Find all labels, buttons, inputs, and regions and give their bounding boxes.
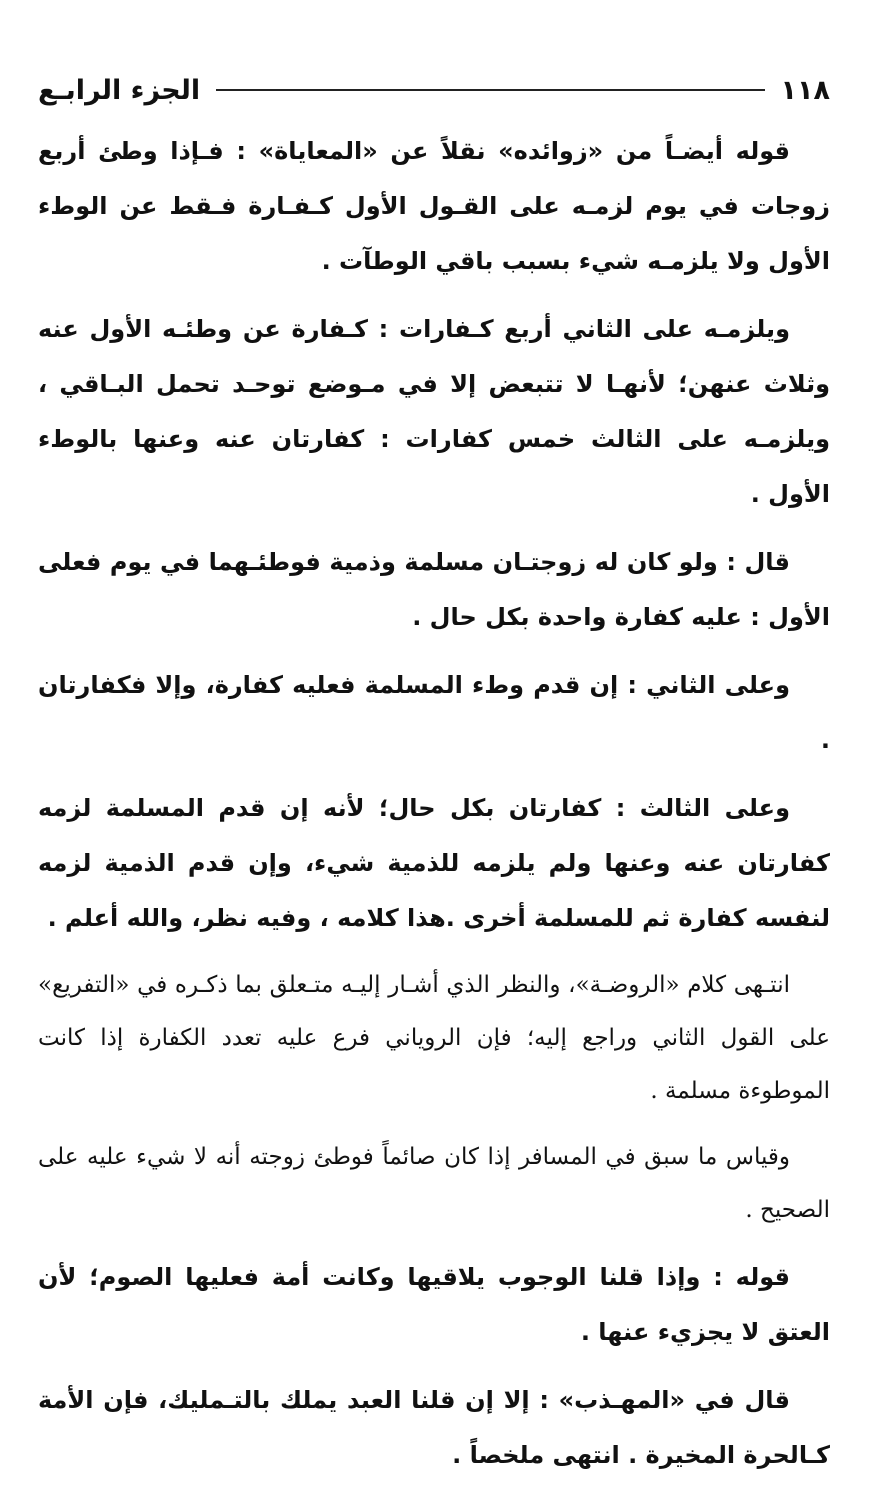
paragraph: قال : ولو كان له زوجتـان مسلمة وذمية فوطئـهما في يوم فعلى الأول : عليه كفارة واحدة بكل حال . bbox=[38, 548, 830, 631]
page-header bbox=[38, 68, 830, 112]
paragraph: قال في «المهـذب» : إلا إن قلنا العبد يملك بالتـمليك، فإن الأمة كـالحرة المخيرة . انتهى ملخصاً . bbox=[38, 1386, 830, 1469]
page-number: ١١٨ bbox=[780, 74, 830, 106]
paragraph: قوله أيضـاً من «زوائده» نقلاً عن «المعاياة» : فـإذا وطئ أربع زوجات في يوم لزمـه على القـول الأول كـفـارة فـقط عن الوطء الأول ولا يلزمـه شيء بسبب باقي الوطآت . bbox=[38, 137, 830, 275]
running-title: الجزء الرابـع bbox=[38, 74, 201, 106]
header-rule bbox=[216, 89, 764, 91]
paragraph: ويلزمـه على الثاني أربع كـفارات : كـفارة عن وطئـه الأول عنه وثلاث عنهن؛ لأنهـا لا تتبعض إلا في مـوضع توحـد تحمل البـاقي ، ويلزمـه على الثالث خمس كفارات : كفارتان عنه وعنها بالوطء الأول . bbox=[38, 315, 830, 508]
body-text bbox=[38, 124, 830, 1496]
paragraph: انتـهى كلام «الروضـة»، والنظر الذي أشـار إليـه متـعلق بما ذكـره في «التفريع» على القول الثاني وراجع إليه؛ فإن الروياني فرع عليه تعدد الكفارة إذا كانت الموطوءة مسلمة . bbox=[38, 972, 830, 1104]
paragraph: وعلى الثاني : إن قدم وطء المسلمة فعليه كفارة، وإلا فكفارتان . bbox=[38, 671, 830, 754]
paragraph: وقياس ما سبق في المسافر إذا كان صائماً فوطئ زوجته أنه لا شيء عليه على الصحيح . bbox=[38, 1144, 830, 1223]
paragraph: وعلى الثالث : كفارتان بكل حال؛ لأنه إن قدم المسلمة لزمه كفارتان عنه وعنها ولم يلزمه للذمية شيء، وإن قدم الذمية لزمه لنفسه كفارة ثم للمسلمة أخرى .هذا كلامه ، وفيه نظر، والله أعلم . bbox=[38, 794, 830, 932]
paragraph: قوله : وإذا قلنا الوجوب يلاقيها وكانت أمة فعليها الصوم؛ لأن العتق لا يجزيء عنها . bbox=[38, 1263, 830, 1346]
